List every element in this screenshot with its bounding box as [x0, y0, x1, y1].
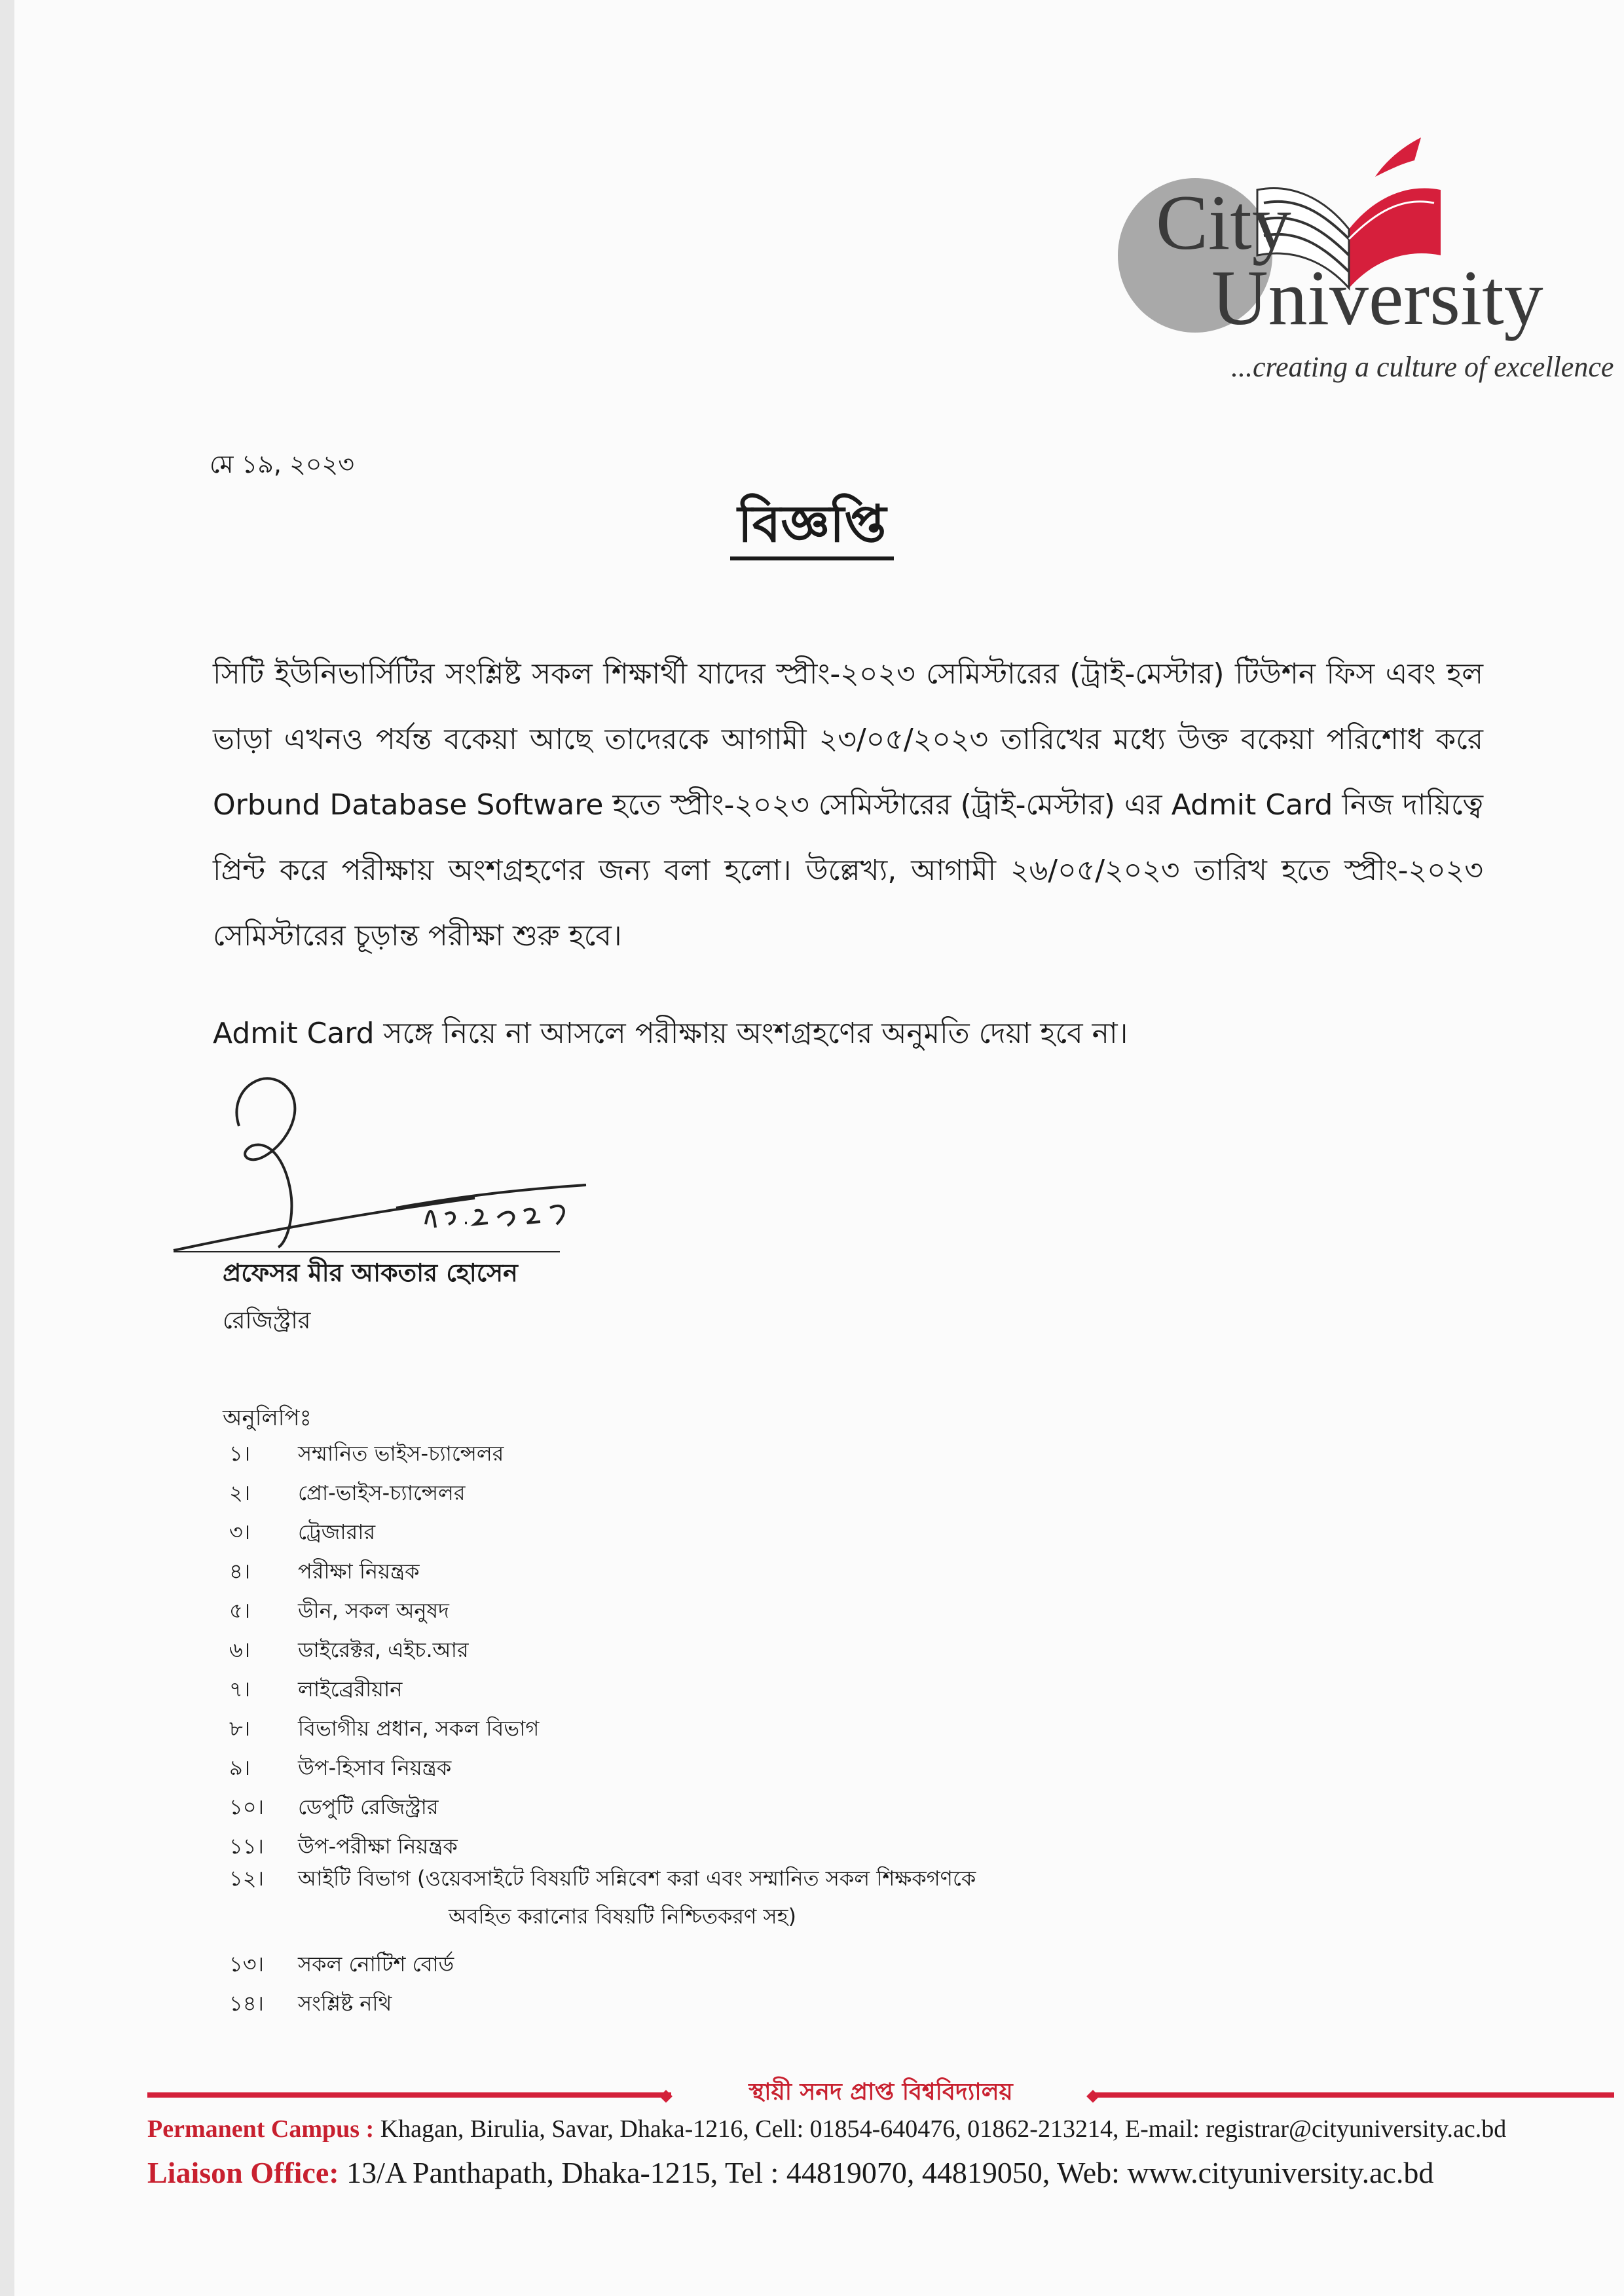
cc-item: ১০। ডেপুটি রেজিস্ট্রার — [229, 1795, 439, 1819]
cc-item: ১। সম্মানিত ভাইস-চ্যান্সেলর — [229, 1441, 504, 1466]
notice-date: মে ১৯, ২০২৩ — [210, 450, 354, 479]
logo-university-text: University — [1211, 254, 1543, 341]
logo-city-text: City — [1156, 179, 1291, 266]
signer-name: প্রফেসর মীর আকতার হোসেন — [223, 1258, 518, 1287]
cc-item: ১২। আইটি বিভাগ (ওয়েবসাইটে বিষয়টি সন্নিবেশ করা এবং সম্মানিত সকল শিক্ষকগণকে অবহিত করানোর বিষয়টি নিশ্চিতকরণ সহ) — [229, 1866, 976, 1929]
notice-title: বিজ্ঞপ্তি — [730, 495, 895, 560]
footer-rule-left — [147, 2092, 671, 2098]
cc-item: ৪। পরীক্ষা নিয়ন্ত্রক — [229, 1559, 420, 1584]
notice-body: সিটি ইউনিভার্সিটির সংশ্লিষ্ট সকল শিক্ষার্থী যাদের স্প্রীং-২০২৩ সেমিস্টারের (ট্রাই-মেস্টার) টিউশন ফিস এবং হল ভাড়া এখনও পর্যন্ত বকেয়া আছে তাদেরকে আগামী ২৩/০৫/২০২৩ তারিখের মধ্যে উক্ত বকেয়া পরিশোধ করে Orbund Database Software হতে স্প্রীং-২০২৩ সেমিস্টারের (ট্রাই-মেস্টার) এর Admit Card নিজ দায়িত্বে প্রিন্ট করে পরীক্ষায় অংশগ্রহণের জন্য বলা হলো। উল্লেখ্য, আগামী ২৬/০৫/২০২৩ তারিখ হতে স্প্রীং-২০২৩ সেমিস্টারের চূড়ান্ত পরীক্ষা শুরু হবে। — [213, 657, 1483, 953]
permanent-campus-text: Khagan, Birulia, Savar, Dhaka-1216, Cell: 01854-640476, 01862-213214, E-mail: registrar@cityuniversity.ac.bd — [380, 2115, 1507, 2143]
cc-item: ১৪। সংশ্লিষ্ট নথি — [229, 1991, 392, 2016]
footer-slogan: স্থায়ী সনদ প্রাপ্ত বিশ্ববিদ্যালয় — [748, 2079, 1013, 2105]
university-logo — [1113, 98, 1614, 412]
liaison-office-label: Liaison Office: — [147, 2156, 339, 2189]
footer-rule-right — [1090, 2092, 1614, 2098]
scan-edge — [0, 0, 14, 2296]
cc-item: ৩। ট্রেজারার — [229, 1520, 376, 1544]
cc-heading: অনুলিপিঃ — [223, 1405, 312, 1431]
cc-item: ৭। লাইব্রেরীয়ান — [229, 1677, 403, 1702]
signature — [167, 1048, 638, 1264]
liaison-office-text: 13/A Panthapath, Dhaka-1215, Tel : 44819070, 44819050, Web: www.cityuniversity.ac.bd — [346, 2156, 1434, 2189]
notice-title-wrap — [0, 484, 1624, 570]
logo-tagline: ...creating a culture of excellence — [1231, 351, 1614, 383]
cc-item: ৬। ডাইরেক্টর, এইচ.আর — [229, 1637, 469, 1662]
cc-item: ৮। বিভাগীয় প্রধান, সকল বিভাগ — [229, 1716, 540, 1741]
signer-title: রেজিস্ট্রার — [223, 1307, 311, 1334]
cc-item: ৯। উপ-হিসাব নিয়ন্ত্রক — [229, 1755, 452, 1780]
permanent-campus-label: Permanent Campus : — [147, 2115, 375, 2143]
cc-item: ১১। উপ-পরীক্ষা নিয়ন্ত্রক — [229, 1834, 458, 1859]
permanent-campus-line — [147, 2115, 1506, 2143]
cc-item: ২। প্রো-ভাইস-চ্যান্সেলর — [229, 1480, 466, 1505]
cc-item: ৫। ডীন, সকল অনুষদ — [229, 1598, 449, 1623]
cc-item: ১৩। সকল নোটিশ বোর্ড — [229, 1952, 454, 1977]
admit-card-note: Admit Card সঙ্গে নিয়ে না আসলে পরীক্ষায় অংশগ্রহণের অনুমতি দেয়া হবে না। — [213, 1017, 1128, 1050]
liaison-office-line — [147, 2155, 1433, 2190]
